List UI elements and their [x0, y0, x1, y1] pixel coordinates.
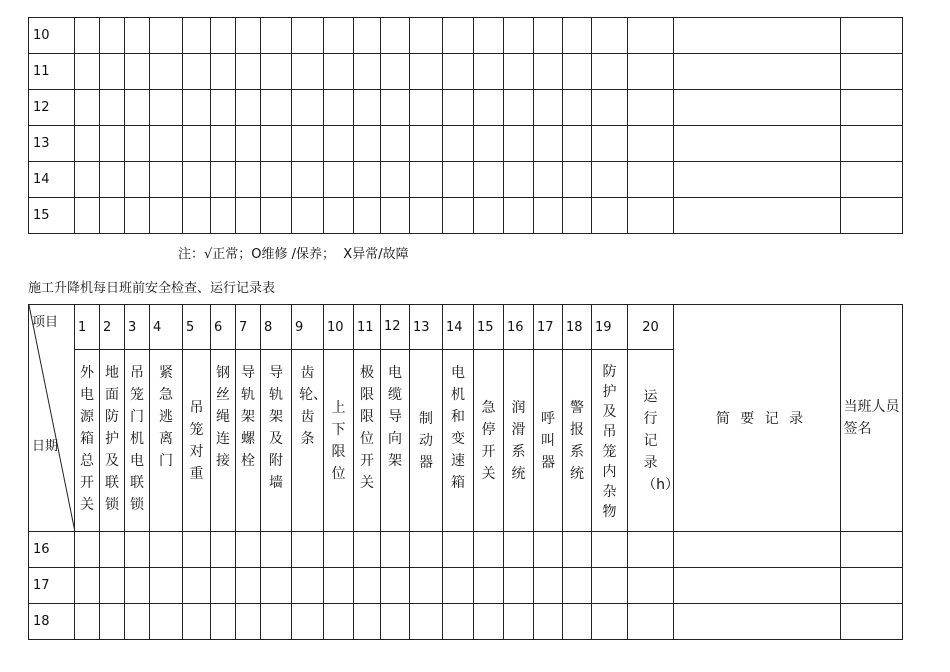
- day-row: [29, 18, 903, 54]
- entry-cell[interactable]: [354, 198, 381, 234]
- entry-cell[interactable]: [410, 198, 443, 234]
- column-name: [183, 350, 211, 532]
- entry-cell[interactable]: [261, 162, 292, 198]
- column-number: 5: [183, 305, 211, 350]
- entry-cell[interactable]: [504, 532, 534, 568]
- entry-cell[interactable]: [563, 126, 592, 162]
- entry-cell[interactable]: [841, 54, 903, 90]
- entry-cell[interactable]: [75, 90, 100, 126]
- entry-cell[interactable]: [534, 532, 563, 568]
- entry-cell[interactable]: [324, 126, 354, 162]
- entry-cell[interactable]: [592, 532, 628, 568]
- column-name: [628, 350, 679, 532]
- entry-cell[interactable]: [150, 126, 183, 162]
- entry-cell[interactable]: [592, 604, 628, 640]
- column-number: 11: [354, 305, 381, 350]
- entry-cell[interactable]: [183, 198, 211, 234]
- column-number: 18: [563, 305, 592, 350]
- day-row: [29, 198, 903, 234]
- entry-cell[interactable]: [841, 198, 903, 234]
- column-name: [563, 350, 592, 532]
- entry-cell[interactable]: [841, 162, 903, 198]
- entry-cell[interactable]: [183, 18, 211, 54]
- entry-cell[interactable]: [324, 90, 354, 126]
- day-number: 11: [29, 54, 75, 90]
- entry-cell[interactable]: [261, 18, 292, 54]
- entry-cell[interactable]: [324, 54, 354, 90]
- column-number: 3: [125, 305, 150, 350]
- column-name: [381, 350, 410, 532]
- day-number: 17: [29, 568, 75, 604]
- column-name-text: 上下限位: [331, 399, 346, 482]
- column-name: [443, 350, 474, 532]
- entry-cell[interactable]: [628, 568, 674, 604]
- entry-cell[interactable]: [354, 18, 381, 54]
- entry-cell[interactable]: [443, 54, 474, 90]
- entry-cell[interactable]: [125, 90, 150, 126]
- column-name: [292, 350, 328, 532]
- entry-cell[interactable]: [474, 90, 504, 126]
- entry-cell[interactable]: [75, 198, 100, 234]
- entry-cell[interactable]: [410, 18, 443, 54]
- entry-cell[interactable]: [474, 198, 504, 234]
- entry-cell[interactable]: [410, 532, 443, 568]
- entry-cell[interactable]: [324, 568, 354, 604]
- entry-cell[interactable]: [261, 126, 292, 162]
- entry-cell[interactable]: [125, 198, 150, 234]
- entry-cell[interactable]: [674, 162, 841, 198]
- entry-cell[interactable]: [474, 54, 504, 90]
- entry-cell[interactable]: [841, 90, 903, 126]
- column-name: [534, 350, 563, 532]
- entry-cell[interactable]: [474, 18, 504, 54]
- column-name: [236, 350, 261, 532]
- entry-cell[interactable]: [236, 126, 261, 162]
- column-name: [150, 350, 183, 532]
- column-name-text: 运行记录（h）: [642, 388, 679, 493]
- entry-cell[interactable]: [236, 18, 261, 54]
- entry-cell[interactable]: [292, 198, 324, 234]
- column-number: 1: [75, 305, 100, 350]
- entry-cell[interactable]: [211, 198, 236, 234]
- day-number: 15: [29, 198, 75, 234]
- date-label: 日期: [32, 439, 59, 454]
- entry-cell[interactable]: [841, 532, 903, 568]
- entry-cell[interactable]: [150, 162, 183, 198]
- column-number: 2: [100, 305, 125, 350]
- entry-cell[interactable]: [381, 532, 410, 568]
- column-name-text: 钢丝绳连接: [215, 365, 230, 469]
- entry-cell[interactable]: [381, 126, 410, 162]
- entry-cell[interactable]: [381, 54, 410, 90]
- entry-cell[interactable]: [354, 568, 381, 604]
- column-number: 12: [381, 305, 410, 350]
- entry-cell[interactable]: [381, 198, 410, 234]
- entry-cell[interactable]: [211, 532, 236, 568]
- brief-record-header: [674, 305, 841, 532]
- column-name-text: 防护及吊笼内杂物: [602, 364, 617, 520]
- day-row: [29, 162, 903, 198]
- entry-cell[interactable]: [183, 568, 211, 604]
- column-name-text: 警报系统: [569, 399, 584, 482]
- entry-cell[interactable]: [261, 54, 292, 90]
- entry-cell[interactable]: [100, 54, 125, 90]
- entry-cell[interactable]: [292, 604, 324, 640]
- entry-cell[interactable]: [410, 568, 443, 604]
- column-number: 4: [150, 305, 183, 350]
- entry-cell[interactable]: [100, 532, 125, 568]
- entry-cell[interactable]: [261, 604, 292, 640]
- top-record-table: [28, 17, 903, 234]
- shift-sign-label: 当班人员签名: [843, 399, 900, 437]
- day-row: [29, 604, 903, 640]
- entry-cell[interactable]: [150, 604, 183, 640]
- entry-cell[interactable]: [100, 90, 125, 126]
- entry-cell[interactable]: [592, 90, 628, 126]
- entry-cell[interactable]: [443, 90, 474, 126]
- entry-cell[interactable]: [211, 126, 236, 162]
- day-number: 13: [29, 126, 75, 162]
- column-name: [100, 350, 125, 532]
- entry-cell[interactable]: [100, 18, 125, 54]
- entry-cell[interactable]: [211, 90, 236, 126]
- entry-cell[interactable]: [628, 604, 674, 640]
- entry-cell[interactable]: [841, 126, 903, 162]
- entry-cell[interactable]: [354, 162, 381, 198]
- entry-cell[interactable]: [236, 532, 261, 568]
- column-number: 16: [504, 305, 534, 350]
- entry-cell[interactable]: [75, 568, 100, 604]
- entry-cell[interactable]: [354, 90, 381, 126]
- entry-cell[interactable]: [628, 532, 674, 568]
- entry-cell[interactable]: [125, 604, 150, 640]
- entry-cell[interactable]: [410, 54, 443, 90]
- entry-cell[interactable]: [75, 54, 100, 90]
- entry-cell[interactable]: [534, 126, 563, 162]
- entry-cell[interactable]: [443, 198, 474, 234]
- entry-cell[interactable]: [236, 198, 261, 234]
- day-number: 12: [29, 90, 75, 126]
- entry-cell[interactable]: [183, 604, 211, 640]
- entry-cell[interactable]: [236, 162, 261, 198]
- entry-cell[interactable]: [292, 18, 324, 54]
- entry-cell[interactable]: [354, 126, 381, 162]
- entry-cell[interactable]: [236, 604, 261, 640]
- entry-cell[interactable]: [183, 532, 211, 568]
- entry-cell[interactable]: [841, 18, 903, 54]
- brief-record-label: 简 要 记 录: [715, 411, 807, 427]
- item-label: 项目: [32, 315, 59, 330]
- entry-cell[interactable]: [125, 532, 150, 568]
- entry-cell[interactable]: [443, 604, 474, 640]
- entry-cell[interactable]: [628, 54, 674, 90]
- entry-cell[interactable]: [292, 532, 324, 568]
- entry-cell[interactable]: [674, 198, 841, 234]
- entry-cell[interactable]: [381, 90, 410, 126]
- entry-cell[interactable]: [410, 126, 443, 162]
- column-name-text: 紧急逃离门: [158, 365, 173, 469]
- entry-cell[interactable]: [381, 18, 410, 54]
- column-name-text: 制动器: [418, 410, 433, 471]
- column-name: [324, 350, 354, 532]
- entry-cell[interactable]: [841, 568, 903, 604]
- entry-cell[interactable]: [674, 126, 841, 162]
- entry-cell[interactable]: [75, 126, 100, 162]
- column-name: [211, 350, 236, 532]
- column-number: 20: [628, 305, 674, 350]
- column-name: [592, 350, 628, 532]
- day-row: [29, 532, 903, 568]
- entry-cell[interactable]: [504, 126, 534, 162]
- entry-cell[interactable]: [443, 532, 474, 568]
- item-date-header-cell: [29, 305, 75, 532]
- entry-cell[interactable]: [674, 568, 841, 604]
- entry-cell[interactable]: [474, 532, 504, 568]
- entry-cell[interactable]: [75, 18, 100, 54]
- column-number: 9: [292, 305, 324, 350]
- entry-cell[interactable]: [324, 162, 354, 198]
- entry-cell[interactable]: [410, 162, 443, 198]
- entry-cell[interactable]: [410, 90, 443, 126]
- entry-cell[interactable]: [563, 568, 592, 604]
- entry-cell[interactable]: [150, 90, 183, 126]
- column-name-text: 导轨架螺栓: [240, 365, 255, 469]
- inspection-record-table: [28, 304, 903, 640]
- entry-cell[interactable]: [211, 54, 236, 90]
- entry-cell[interactable]: [261, 90, 292, 126]
- entry-cell[interactable]: [236, 90, 261, 126]
- entry-cell[interactable]: [100, 126, 125, 162]
- column-name-text: 电机和变速箱: [450, 365, 465, 491]
- column-name-text: 急停开关: [481, 399, 496, 482]
- entry-cell[interactable]: [443, 126, 474, 162]
- day-number: 10: [29, 18, 75, 54]
- entry-cell[interactable]: [324, 18, 354, 54]
- entry-cell[interactable]: [100, 162, 125, 198]
- entry-cell[interactable]: [183, 162, 211, 198]
- column-name-text: 齿轮、齿条: [299, 365, 328, 447]
- entry-cell[interactable]: [75, 532, 100, 568]
- column-number: 8: [261, 305, 292, 350]
- entry-cell[interactable]: [211, 18, 236, 54]
- entry-cell[interactable]: [211, 568, 236, 604]
- entry-cell[interactable]: [125, 18, 150, 54]
- entry-cell[interactable]: [474, 126, 504, 162]
- entry-cell[interactable]: [150, 532, 183, 568]
- entry-cell[interactable]: [474, 162, 504, 198]
- entry-cell[interactable]: [261, 198, 292, 234]
- entry-cell[interactable]: [592, 126, 628, 162]
- entry-cell[interactable]: [261, 568, 292, 604]
- entry-cell[interactable]: [534, 18, 563, 54]
- entry-cell[interactable]: [592, 162, 628, 198]
- entry-cell[interactable]: [674, 18, 841, 54]
- entry-cell[interactable]: [592, 54, 628, 90]
- column-number: 6: [211, 305, 236, 350]
- entry-cell[interactable]: [354, 54, 381, 90]
- column-number: 17: [534, 305, 563, 350]
- entry-cell[interactable]: [150, 198, 183, 234]
- column-number: 15: [474, 305, 504, 350]
- entry-cell[interactable]: [125, 162, 150, 198]
- column-name: [125, 350, 150, 532]
- form-title: 施工升降机每日班前安全检查、运行记录表: [28, 281, 276, 296]
- column-name-text: 地面防护及联锁: [104, 365, 119, 513]
- entry-cell[interactable]: [150, 54, 183, 90]
- entry-cell[interactable]: [628, 126, 674, 162]
- entry-cell[interactable]: [443, 162, 474, 198]
- entry-cell[interactable]: [381, 604, 410, 640]
- day-row: [29, 54, 903, 90]
- day-row: [29, 568, 903, 604]
- entry-cell[interactable]: [292, 162, 324, 198]
- entry-cell[interactable]: [443, 568, 474, 604]
- column-name: [75, 350, 100, 532]
- entry-cell[interactable]: [381, 162, 410, 198]
- entry-cell[interactable]: [563, 90, 592, 126]
- entry-cell[interactable]: [292, 568, 324, 604]
- column-number: 14: [443, 305, 474, 350]
- column-number: 13: [410, 305, 443, 350]
- legend-note: 注：√正常；O维修 /保养； X异常/故障: [178, 247, 409, 262]
- entry-cell[interactable]: [628, 162, 674, 198]
- entry-cell[interactable]: [183, 90, 211, 126]
- entry-cell[interactable]: [150, 18, 183, 54]
- entry-cell[interactable]: [443, 18, 474, 54]
- entry-cell[interactable]: [674, 604, 841, 640]
- column-name-text: 极限限位开关: [359, 365, 374, 491]
- entry-cell[interactable]: [592, 568, 628, 604]
- entry-cell[interactable]: [628, 18, 674, 54]
- column-name-text: 外电源箱总开关: [79, 365, 94, 513]
- entry-cell[interactable]: [474, 568, 504, 604]
- entry-cell[interactable]: [534, 54, 563, 90]
- entry-cell[interactable]: [534, 162, 563, 198]
- entry-cell[interactable]: [125, 126, 150, 162]
- entry-cell[interactable]: [674, 90, 841, 126]
- day-number: 14: [29, 162, 75, 198]
- entry-cell[interactable]: [125, 568, 150, 604]
- column-name-text: 润滑系统: [511, 399, 526, 482]
- column-name-text: 吊笼门机电联锁: [129, 365, 144, 513]
- column-name-text: 电缆导向架: [387, 365, 402, 469]
- day-row: [29, 126, 903, 162]
- entry-cell[interactable]: [563, 198, 592, 234]
- entry-cell[interactable]: [504, 568, 534, 604]
- entry-cell[interactable]: [504, 198, 534, 234]
- entry-cell[interactable]: [504, 90, 534, 126]
- column-number: 19: [592, 305, 628, 350]
- column-name: [410, 350, 443, 532]
- entry-cell[interactable]: [410, 604, 443, 640]
- entry-cell[interactable]: [125, 54, 150, 90]
- column-name-text: 导轨架及附墙: [268, 365, 283, 491]
- entry-cell[interactable]: [183, 126, 211, 162]
- day-number: 16: [29, 532, 75, 568]
- entry-cell[interactable]: [100, 604, 125, 640]
- entry-cell[interactable]: [563, 18, 592, 54]
- entry-cell[interactable]: [211, 604, 236, 640]
- entry-cell[interactable]: [236, 54, 261, 90]
- entry-cell[interactable]: [324, 604, 354, 640]
- entry-cell[interactable]: [183, 54, 211, 90]
- entry-cell[interactable]: [100, 568, 125, 604]
- column-name-text: 吊笼对重: [189, 399, 204, 482]
- entry-cell[interactable]: [474, 604, 504, 640]
- entry-cell[interactable]: [534, 90, 563, 126]
- column-name: [261, 350, 292, 532]
- column-number: 7: [236, 305, 261, 350]
- entry-cell[interactable]: [628, 90, 674, 126]
- entry-cell[interactable]: [504, 54, 534, 90]
- column-name-text: 呼叫器: [540, 410, 555, 471]
- entry-cell[interactable]: [292, 54, 324, 90]
- entry-cell[interactable]: [592, 198, 628, 234]
- entry-cell[interactable]: [534, 198, 563, 234]
- diagonal-line: [29, 305, 75, 532]
- entry-cell[interactable]: [504, 604, 534, 640]
- entry-cell[interactable]: [324, 532, 354, 568]
- entry-cell[interactable]: [534, 568, 563, 604]
- entry-cell[interactable]: [504, 162, 534, 198]
- entry-cell[interactable]: [628, 198, 674, 234]
- day-number: 18: [29, 604, 75, 640]
- entry-cell[interactable]: [563, 54, 592, 90]
- entry-cell[interactable]: [354, 604, 381, 640]
- entry-cell[interactable]: [592, 18, 628, 54]
- entry-cell[interactable]: [292, 126, 324, 162]
- entry-cell[interactable]: [381, 568, 410, 604]
- entry-cell[interactable]: [674, 54, 841, 90]
- entry-cell[interactable]: [261, 532, 292, 568]
- column-name: [474, 350, 504, 532]
- column-name: [354, 350, 381, 532]
- entry-cell[interactable]: [674, 532, 841, 568]
- entry-cell[interactable]: [563, 604, 592, 640]
- day-row: [29, 90, 903, 126]
- entry-cell[interactable]: [100, 198, 125, 234]
- entry-cell[interactable]: [841, 604, 903, 640]
- entry-cell[interactable]: [563, 532, 592, 568]
- column-number: 10: [324, 305, 354, 350]
- entry-cell[interactable]: [75, 604, 100, 640]
- entry-cell[interactable]: [324, 198, 354, 234]
- shift-sign-header: [841, 305, 903, 532]
- header-number-row: [29, 305, 903, 350]
- entry-cell[interactable]: [354, 532, 381, 568]
- entry-cell[interactable]: [563, 162, 592, 198]
- entry-cell[interactable]: [504, 18, 534, 54]
- entry-cell[interactable]: [211, 162, 236, 198]
- entry-cell[interactable]: [236, 568, 261, 604]
- entry-cell[interactable]: [534, 604, 563, 640]
- column-name: [504, 350, 534, 532]
- entry-cell[interactable]: [75, 162, 100, 198]
- entry-cell[interactable]: [292, 90, 324, 126]
- entry-cell[interactable]: [150, 568, 183, 604]
